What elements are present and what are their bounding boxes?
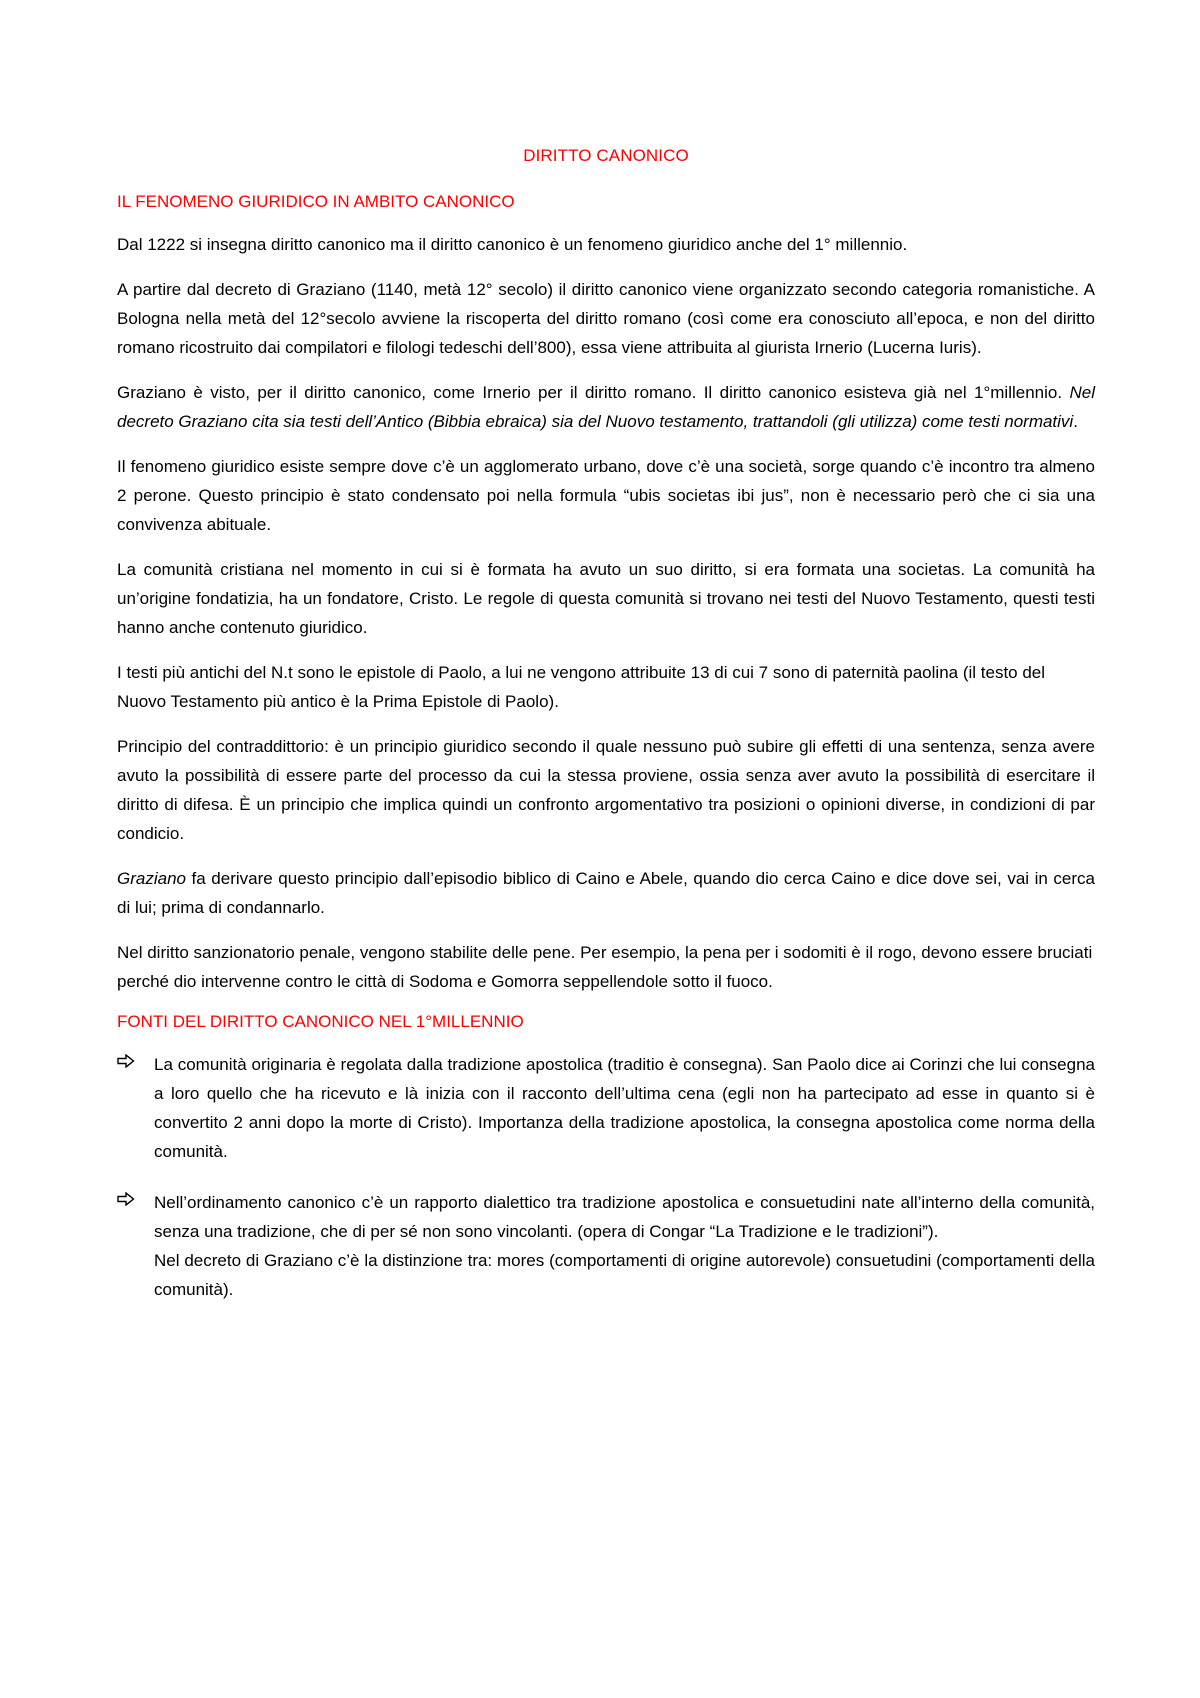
bullet-text: Nel decreto di Graziano c’è la distinzione tra: mores (comportamenti di origine autorevole) consuetudini (comportamenti della comunità). xyxy=(154,1251,1095,1299)
paragraph: A partire dal decreto di Graziano (1140, metà 12° secolo) il diritto canonico viene organizzato secondo categoria romanistiche. A Bologna nella metà del 12°secolo avviene la riscoperta del diritto romano (così come era conosciuto all’epoca, e non del diritto romano ricostruito dai compilatori e filologi tedeschi dell’800), essa viene attribuita al giurista Irnerio (Lucerna Iuris). xyxy=(117,280,1095,357)
paragraph xyxy=(117,864,1095,922)
bullet-item xyxy=(117,1188,1095,1304)
paragraph: Principio del contraddittorio: è un principio giuridico secondo il quale nessuno può subire gli effetti di una sentenza, senza avere avuto la possibilità di essere parte del processo da cui la stessa proviene, ossia senza aver avuto la possibilità di esercitare il diritto di difesa. È un principio che implica quindi un confronto argomentativo tra posizioni o opinioni diverse, in condizioni di par condicio. xyxy=(117,737,1095,843)
bullet-item xyxy=(117,1050,1095,1166)
paragraph: I testi più antichi del N.t sono le epistole di Paolo, a lui ne vengono attribuite 13 di cui 7 sono di paternità paolina (il testo del Nuovo Testamento più antico è la Prima Epistole di Paolo). xyxy=(117,663,1046,711)
section-heading-fonti: FONTI DEL DIRITTO CANONICO NEL 1°MILLENNIO xyxy=(117,1012,524,1031)
bullet-text: La comunità originaria è regolata dalla tradizione apostolica (traditio è consegna). San Paolo dice ai Corinzi che lui consegna a loro quello che ha ricevuto e là inizia con il racconto dell’ultima cena (egli non ha partecipato ad esse in quanto si è convertito 2 anni dopo la morte di Cristo). Importanza della tradizione apostolica, la consegna apostolica come norma della comunità. xyxy=(154,1055,1095,1161)
paragraph: Nel diritto sanzionatorio penale, vengono stabilite delle pene. Per esempio, la pena per i sodomiti è il rogo, devono essere bruciati perché dio intervenne contro le città di Sodoma e Gomorra seppellendole sotto il fuoco. xyxy=(117,943,1093,991)
paragraph-text: . xyxy=(1073,412,1078,431)
paragraph-italic-text: Graziano xyxy=(117,869,186,888)
arrow-right-outline-icon xyxy=(117,1190,137,1212)
paragraph: Il fenomeno giuridico esiste sempre dove c’è un agglomerato urbano, dove c’è una società, sorge quando c’è incontro tra almeno 2 perone. Questo principio è stato condensato poi nella formula “ubis societas ibi jus”, non è necessario però che ci sia una convivenza abituale. xyxy=(117,457,1095,534)
document-title: DIRITTO CANONICO xyxy=(523,146,689,165)
paragraph-italic-text: Nel decreto Graziano cita sia testi dell’Antico (Bibbia ebraica) sia del Nuovo testamento, trattandoli (gli utilizza) come testi normativi xyxy=(117,383,1095,431)
paragraph xyxy=(117,378,1095,436)
paragraph: La comunità cristiana nel momento in cui si è formata ha avuto un suo diritto, si era formata una societas. La comunità ha un’origine fondatizia, ha un fondatore, Cristo. Le regole di questa comunità si trovano nei testi del Nuovo Testamento, questi testi hanno anche contenuto giuridico. xyxy=(117,560,1095,637)
arrow-right-outline-icon xyxy=(117,1052,137,1074)
paragraph: Dal 1222 si insegna diritto canonico ma il diritto canonico è un fenomeno giuridico anche del 1° millennio. xyxy=(117,235,908,254)
paragraph-text: fa derivare questo principio dall’episodio biblico di Caino e Abele, quando dio cerca Caino e dice dove sei, vai in cerca di lui; prima di condannarlo. xyxy=(117,869,1095,917)
paragraph-text: Graziano è visto, per il diritto canonico, come Irnerio per il diritto romano. Il diritto canonico esisteva già nel 1°millennio. xyxy=(117,383,1070,402)
bullet-text: Nell’ordinamento canonico c’è un rapporto dialettico tra tradizione apostolica e consuetudini nate all’interno della comunità, senza una tradizione, che di per sé non sono vincolanti. (opera di Congar “La Tradizione e le tradizioni”). xyxy=(154,1193,1095,1241)
section-heading-fenomeno: IL FENOMENO GIURIDICO IN AMBITO CANONICO xyxy=(117,192,515,211)
